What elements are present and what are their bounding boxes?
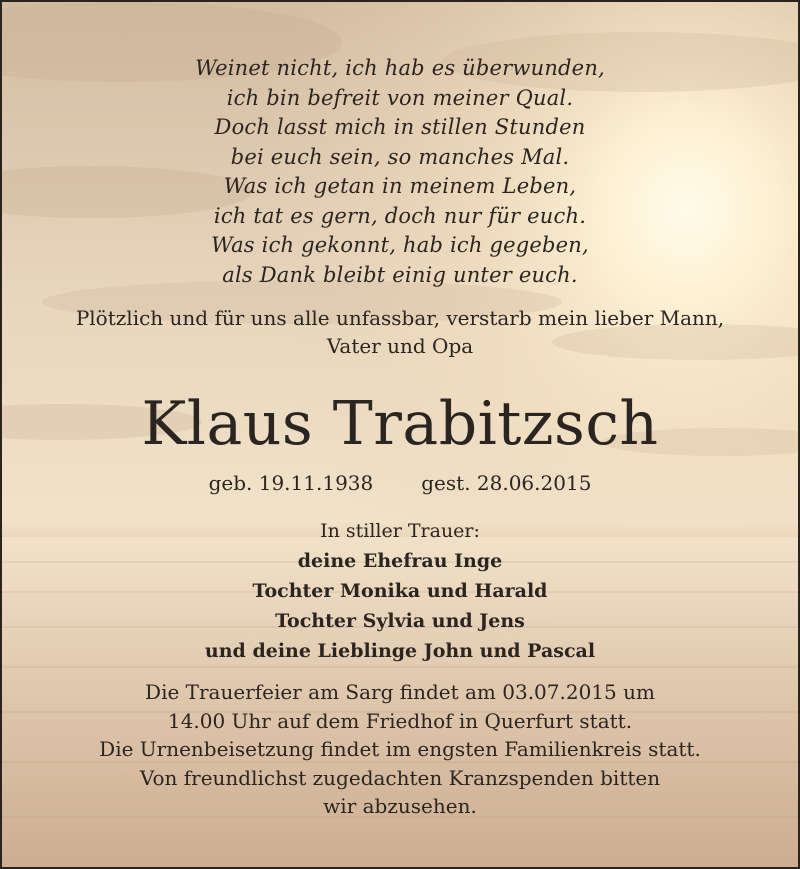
mourner: Tochter Monika und Harald xyxy=(252,580,548,602)
announcement-line: Vater und Opa xyxy=(326,334,474,358)
details-line: Die Urnenbeisetzung findet im engsten Familienkreis statt. xyxy=(99,737,701,761)
poem-line: Was ich getan in meinem Leben, xyxy=(223,174,577,198)
death-announcement xyxy=(2,304,798,360)
poem-line: ich bin befreit von meiner Qual. xyxy=(226,85,574,110)
deceased-name: Klaus Trabitzsch xyxy=(141,389,659,459)
mourning-heading: In stiller Trauer: xyxy=(320,520,480,542)
poem-line: ich tat es gern, doch nur für euch. xyxy=(213,203,587,228)
birth-date: geb. 19.11.1938 xyxy=(208,471,374,495)
mourner: und deine Lieblinge John und Pascal xyxy=(204,640,596,662)
notice-content xyxy=(2,2,798,867)
poem-line: Doch lasst mich in stillen Stunden xyxy=(214,115,586,139)
mourners xyxy=(2,516,798,666)
poem xyxy=(2,54,798,290)
funeral-details xyxy=(2,678,798,821)
poem-line: Weinet nicht, ich hab es überwunden, xyxy=(195,56,605,80)
details-line: wir abzusehen. xyxy=(323,794,477,818)
details-line: Die Trauerfeier am Sarg findet am 03.07.2015 um xyxy=(145,680,655,704)
details-line: Von freundlichst zugedachten Kranzspenden bitten xyxy=(139,765,661,790)
poem-line: als Dank bleibt einig unter euch. xyxy=(222,262,578,287)
mourner: deine Ehefrau Inge xyxy=(297,550,503,572)
mourner: Tochter Sylvia und Jens xyxy=(275,610,525,632)
poem-line: bei euch sein, so manches Mal. xyxy=(230,144,570,169)
details-line: 14.00 Uhr auf dem Friedhof in Querfurt statt. xyxy=(167,708,633,733)
life-dates xyxy=(2,469,798,497)
poem-line: Was ich gekonnt, hab ich gegeben, xyxy=(211,233,589,257)
death-date: gest. 28.06.2015 xyxy=(421,471,592,495)
announcement-line: Plötzlich und für uns alle unfassbar, verstarb mein lieber Mann, xyxy=(75,306,725,330)
